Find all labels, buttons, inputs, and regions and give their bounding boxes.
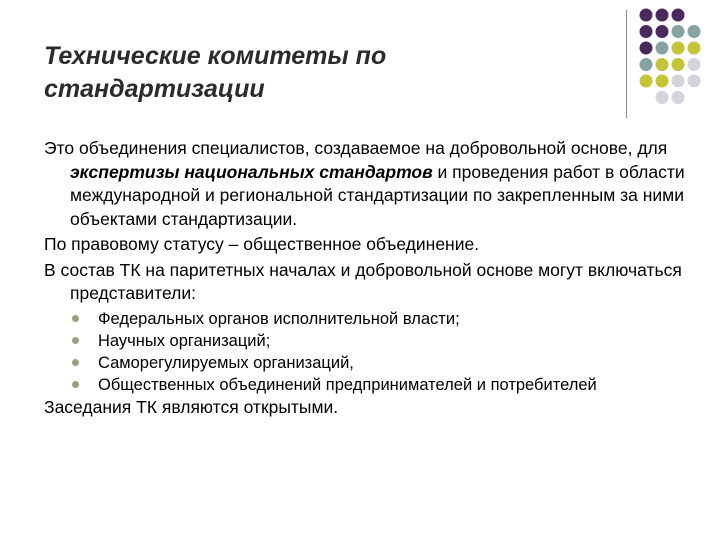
dot-grid-icon [638, 6, 718, 116]
decor-dot [672, 25, 685, 38]
definition-emphasis: экспертизы национальных стандартов [70, 161, 433, 182]
decor-dot [656, 25, 669, 38]
paragraph-definition [44, 137, 694, 231]
decor-dot [688, 42, 701, 55]
decor-dot [640, 58, 653, 71]
decor-dot [640, 25, 653, 38]
decor-dot [688, 75, 701, 88]
decor-dot [672, 42, 685, 55]
decor-dot [672, 9, 685, 22]
decor-dot [672, 58, 685, 71]
vertical-divider-line [626, 10, 627, 118]
decor-dot [640, 42, 653, 55]
definition-text-a: Это объединения специалистов, создаваемое на добровольной основе, для [44, 138, 668, 158]
decor-dot [640, 75, 653, 88]
decor-dot [656, 42, 669, 55]
decor-dot [672, 91, 685, 104]
bullet-dot-icon [72, 359, 79, 366]
decor-dot [688, 58, 701, 71]
decor-dot [656, 91, 669, 104]
paragraph-meetings: Заседания ТК являются открытыми. [44, 396, 339, 417]
list-item-text: Общественных объединений предпринимателей и потребителей [98, 375, 597, 394]
decor-dot [656, 58, 669, 71]
slide-title [44, 40, 564, 106]
slide-body [44, 137, 694, 421]
representatives-list [44, 308, 694, 396]
decor-dot [640, 9, 653, 22]
paragraph-composition: В состав ТК на паритетных началах и добровольной основе могут включаться представители: [44, 259, 682, 303]
decor-dot [656, 75, 669, 88]
list-item-text: Саморегулируемых организаций, [98, 353, 354, 372]
bullet-dot-icon [72, 381, 79, 388]
paragraph-legal-status: По правовому статусу – общественное объединение. [44, 234, 480, 254]
list-item-text: Федеральных органов исполнительной власти; [98, 309, 460, 328]
bullet-dot-icon [72, 315, 79, 322]
decor-dot [656, 9, 669, 22]
list-item-text: Научных организаций; [98, 331, 271, 350]
title-line-2: стандартизации [44, 75, 265, 103]
definition-text-b: и проведения работ в области международной и региональной стандартизации по закрепленным за ними объектами стандартизации. [70, 161, 685, 229]
decor-dot [672, 75, 685, 88]
list-item [98, 374, 694, 396]
decor-dot [688, 25, 701, 38]
bullet-dot-icon [72, 337, 79, 344]
list-item [98, 330, 694, 352]
list-item [98, 352, 694, 374]
title-line-1: Технические комитеты по [44, 42, 387, 70]
list-item [98, 308, 694, 330]
